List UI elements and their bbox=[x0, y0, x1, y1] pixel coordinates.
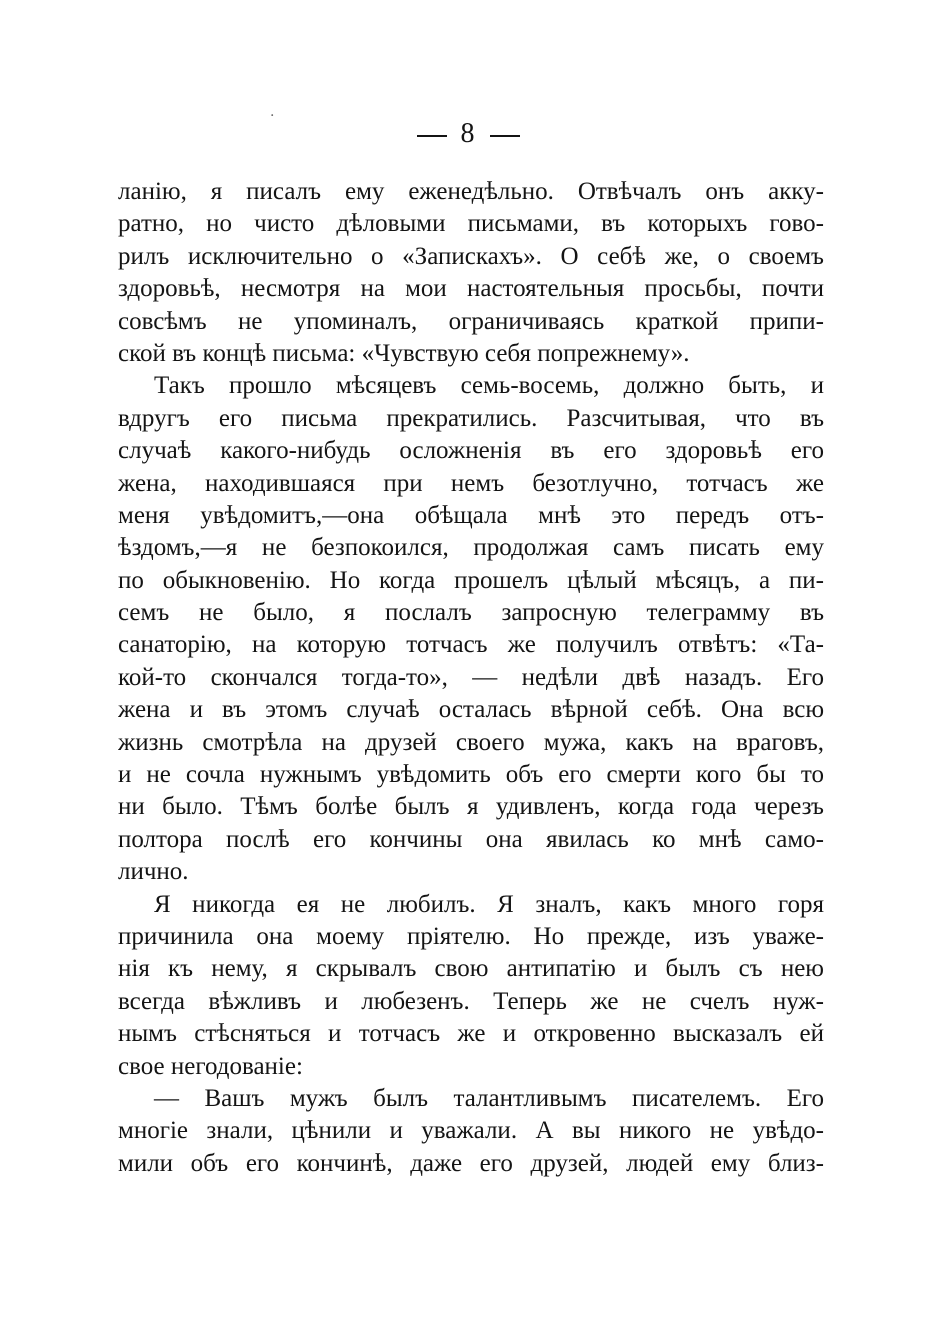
text-line: нымъ стѣсняться и тотчасъ же и откровенно высказалъ ей bbox=[118, 1020, 824, 1048]
text-line: здоровьѣ, несмотря на мои настоятельныя просьбы, почти bbox=[118, 275, 824, 303]
text-line: вдругъ его письма прекратились. Разсчитывая, что въ bbox=[118, 404, 824, 432]
text-line: ѣздомъ,—я не безпокоился, продолжая самъ писать ему bbox=[118, 534, 824, 562]
text-line: жена и въ этомъ случаѣ осталась вѣрной себѣ. Она всю bbox=[118, 696, 824, 724]
text-line: свое негодованіе: bbox=[118, 1052, 303, 1080]
print-speck: · bbox=[270, 108, 275, 124]
text-line: причинила она моему пріятелю. Но прежде, изъ уваже- bbox=[118, 922, 824, 950]
text-line: лично. bbox=[118, 858, 189, 886]
page-number: 8 bbox=[460, 118, 476, 149]
text-line: ратно, но чисто дѣловыми письмами, въ которыхъ гово- bbox=[118, 210, 824, 238]
text-line: ской въ концѣ письма: «Чувствую себя попрежнему». bbox=[118, 339, 690, 367]
text-line: санаторію, на которую тотчасъ же получилъ отвѣтъ: «Та- bbox=[118, 631, 824, 659]
page-number-header bbox=[0, 118, 936, 150]
text-line: жена, находившаяся при немъ безотлучно, тотчасъ же bbox=[118, 469, 824, 497]
text-line: по обыкновенію. Но когда прошелъ цѣлый мѣсяцъ, а пи- bbox=[118, 566, 824, 594]
body-text bbox=[118, 176, 824, 1180]
text-line: ланію, я писалъ ему еженедѣльно. Отвѣчалъ онъ акку- bbox=[118, 178, 824, 205]
text-line: всегда вѣжливъ и любезенъ. Теперь же не счелъ нуж- bbox=[118, 987, 824, 1015]
dash-left bbox=[417, 135, 447, 137]
text-line: жизнь смотрѣла на друзей своего мужа, какъ на враговъ, bbox=[118, 728, 824, 756]
text-line: Я никогда ея не любилъ. Я зналъ, какъ много горя bbox=[154, 890, 824, 918]
text-line: Такъ прошло мѣсяцевъ семь-восемь, должно быть, и bbox=[154, 372, 824, 400]
text-line: меня увѣдомитъ,—она обѣщала мнѣ это передъ отъ- bbox=[118, 501, 824, 529]
text-line: семъ не было, я послалъ запросную телеграмму въ bbox=[118, 599, 824, 627]
text-line: мили объ его кончинѣ, даже его друзей, людей ему близ- bbox=[118, 1149, 824, 1177]
text-line: — Вашъ мужъ былъ талантливымъ писателемъ. Его bbox=[154, 1084, 824, 1112]
text-line: кой-то скончался тогда-то», — недѣли двѣ назадъ. Его bbox=[118, 663, 824, 691]
text-line: нія къ нему, я скрывалъ свою антипатію и былъ съ нею bbox=[118, 955, 824, 983]
text-line: рилъ исключительно о «Запискахъ». О себѣ же, о своемъ bbox=[118, 242, 824, 270]
text-line: полтора послѣ его кончины она явилась ко мнѣ само- bbox=[118, 825, 824, 853]
text-line: совсѣмъ не упоминалъ, ограничиваясь краткой припи- bbox=[118, 307, 824, 335]
text-line: случаѣ какого-нибудь осложненія въ его здоровьѣ его bbox=[118, 437, 824, 465]
text-line: и не сочла нужнымъ увѣдомить объ его смерти кого бы то bbox=[118, 761, 824, 789]
text-line: многіе знали, цѣнили и уважали. А вы никого не увѣдо- bbox=[118, 1117, 824, 1145]
dash-right bbox=[490, 135, 520, 137]
text-line: ни было. Тѣмъ болѣе былъ я удивленъ, когда года черезъ bbox=[118, 793, 824, 821]
